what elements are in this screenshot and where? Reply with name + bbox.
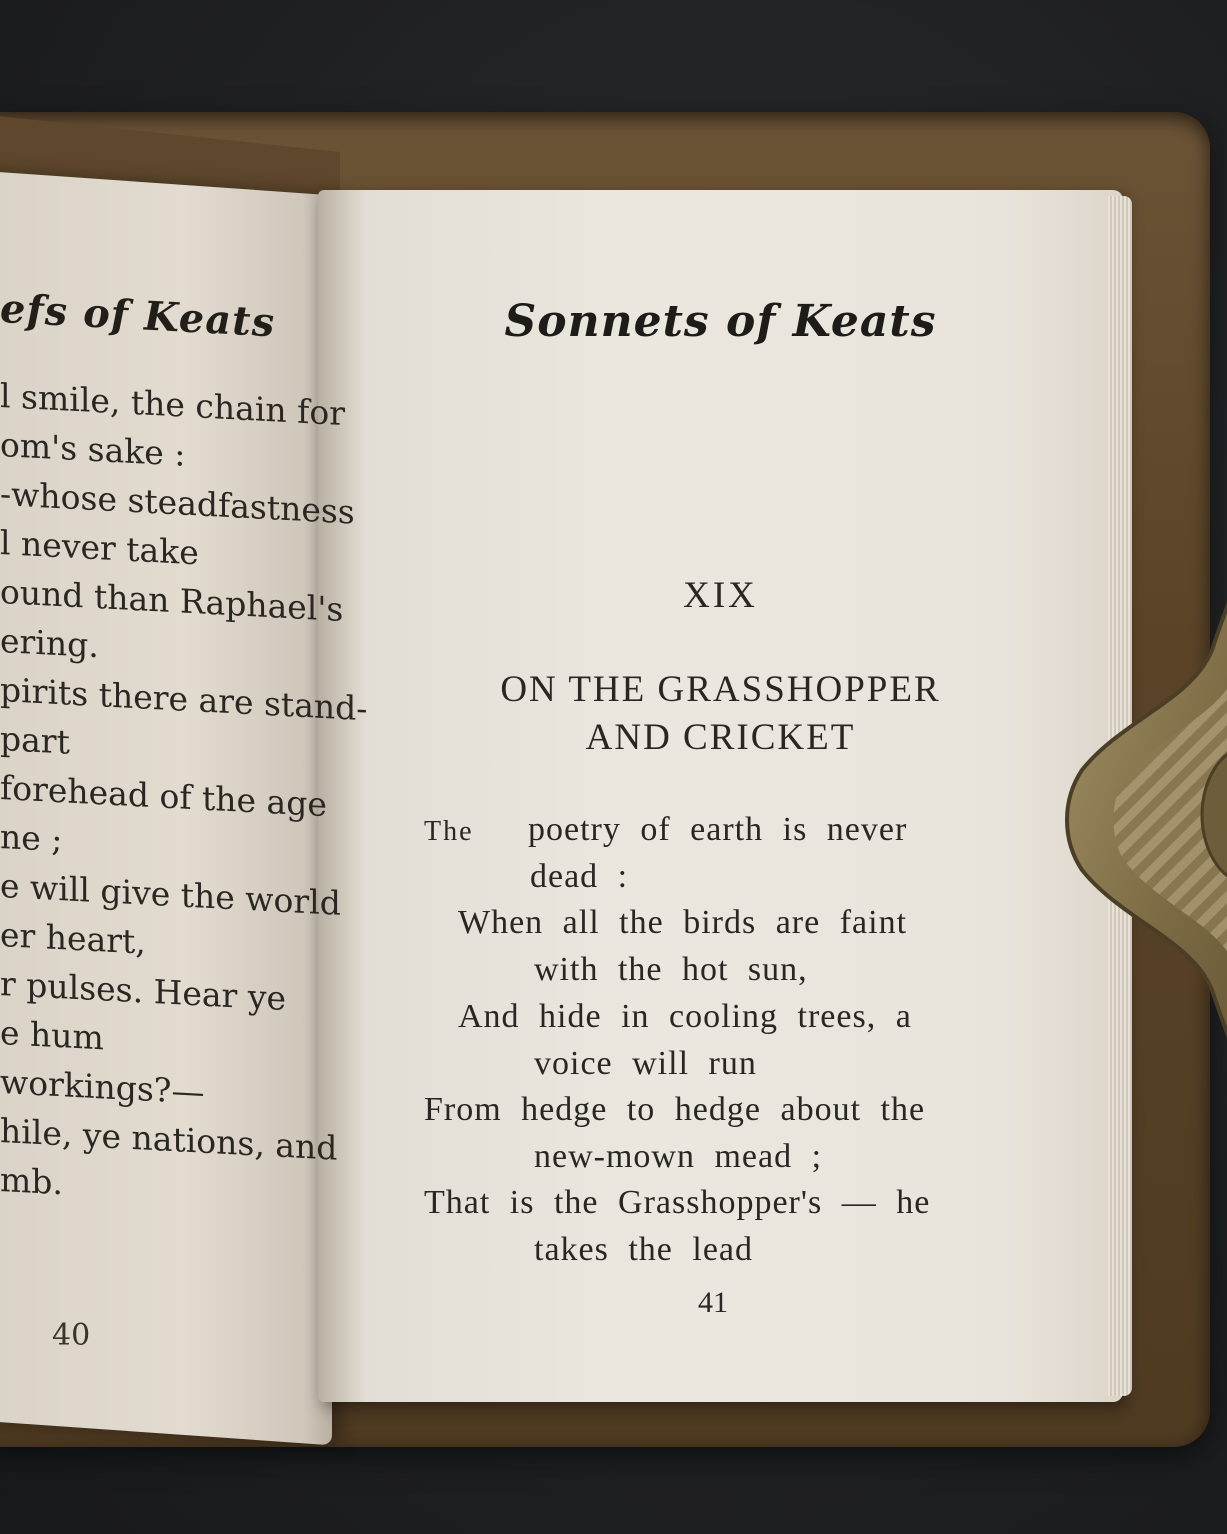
poem-line: When all the birds are faint: [458, 904, 908, 941]
poem-line: And hide in cooling trees, a: [458, 998, 912, 1035]
poem-line: new-mown mead ;: [534, 1138, 823, 1175]
left-page-number: 40: [52, 1318, 91, 1353]
poem-line: takes the lead: [534, 1231, 754, 1268]
left-line: l never take: [0, 523, 199, 573]
left-line: mb.: [0, 1160, 63, 1203]
poem-line: poetry of earth is never: [528, 811, 908, 848]
poem-line: with the hot sun,: [534, 951, 808, 988]
left-line: ering.: [0, 621, 99, 666]
right-page-number: 41: [698, 1286, 728, 1319]
left-line: forehead of the age: [0, 768, 327, 825]
left-line: om's sake :: [0, 425, 186, 474]
left-line: e will give the world: [0, 866, 341, 923]
poem-line: dead :: [530, 858, 629, 895]
left-line: -whose steadfastness: [0, 474, 355, 532]
left-line: hile, ye nations, and: [0, 1111, 338, 1168]
left-line: workings?—: [0, 1062, 205, 1112]
left-line: er heart,: [0, 915, 146, 962]
left-line: l smile, the chain for: [0, 376, 345, 434]
left-line: ne ;: [0, 817, 63, 860]
poem-line: voice will run: [534, 1045, 757, 1082]
poem-line: That is the Grasshopper's — he: [424, 1184, 931, 1221]
sonnet-title-line: AND CRICKET: [585, 717, 856, 758]
sonnet-number: XIX: [683, 575, 758, 616]
left-line: ound than Raphael's: [0, 572, 344, 629]
poem-line: From hedge to hedge about the: [424, 1091, 926, 1128]
left-running-head: efs of Keats: [0, 285, 276, 347]
sonnet-title-line: ON THE GRASSHOPPER: [500, 669, 941, 710]
left-line: e hum: [0, 1013, 104, 1058]
right-running-head: Sonnets of Keats: [504, 296, 937, 347]
first-word-smallcaps: The: [424, 816, 474, 847]
left-line: pirits there are stand-: [0, 670, 368, 729]
left-line: r pulses. Hear ye: [0, 964, 286, 1018]
left-line: part: [0, 719, 70, 762]
